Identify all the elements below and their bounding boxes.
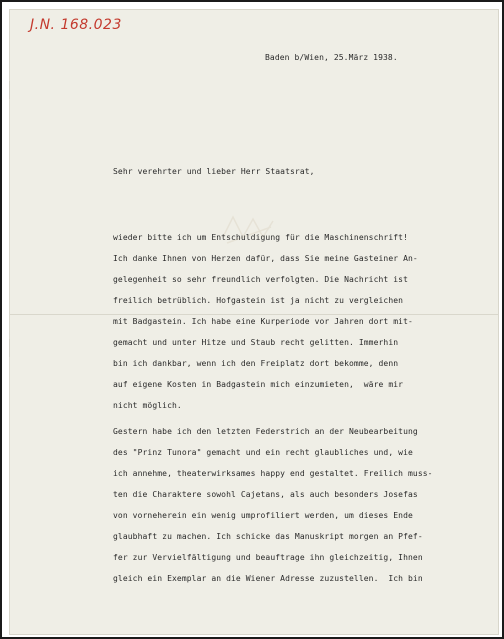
text-line: Gestern habe ich den letzten Federstrich an der Neubearbeitung (113, 427, 418, 436)
edge-crease (9, 81, 10, 99)
text-line: auf eigene Kosten in Badgastein mich einzumieten, wäre mir (113, 380, 404, 389)
salutation: Sehr verehrter und lieber Herr Staatsrat, (113, 167, 315, 176)
archive-mark: J.N. 168.023 (30, 17, 122, 33)
text-line: ten die Charaktere sowohl Cajetans, als auch besonders Josefas (113, 490, 418, 499)
fold-line (9, 314, 499, 315)
dateline: Baden b/Wien, 25.März 1938. (265, 53, 398, 62)
text-line: wieder bitte ich um Entschuldigung für die Maschinenschrift! (113, 233, 408, 242)
text-line: des "Prinz Tunora" gemacht und ein recht glaubliches und, wie (113, 448, 413, 457)
text-line: von vorneherein ein wenig umprofiliert werden, um dieses Ende (113, 511, 413, 520)
edge-crease (9, 339, 10, 357)
text-line: glaubhaft zu machen. Ich schicke das Manuskript morgen an Pfef- (113, 532, 423, 541)
text-line: gemacht und unter Hitze und Staub recht gelitten. Immerhin (113, 338, 399, 347)
text-line: gleich ein Exemplar an die Wiener Adresse zuzustellen. Ich bin (113, 574, 423, 583)
text-line: fer zur Vervielfältigung und beauftrage ihn gleichzeitig, Ihnen (113, 553, 423, 562)
text-line: bin ich dankbar, wenn ich den Freiplatz dort bekomme, denn (113, 359, 399, 368)
faint-stamp-watermark (219, 209, 279, 249)
text-line: ich annehme, theaterwirksames happy end gestaltet. Freilich muss- (113, 469, 433, 478)
text-line: gelegenheit so sehr freundlich verfolgten. Die Nachricht ist (113, 275, 408, 284)
text-line: nicht möglich. (113, 401, 182, 410)
letter-page (9, 9, 499, 635)
text-line: mit Badgastein. Ich habe eine Kurperiode vor Jahren dort mit- (113, 317, 413, 326)
text-line: freilich betrüblich. Hofgastein ist ja nicht zu vergleichen (113, 296, 404, 305)
text-line: Ich danke Ihnen von Herzen dafür, dass Sie meine Gasteiner An- (113, 254, 418, 263)
